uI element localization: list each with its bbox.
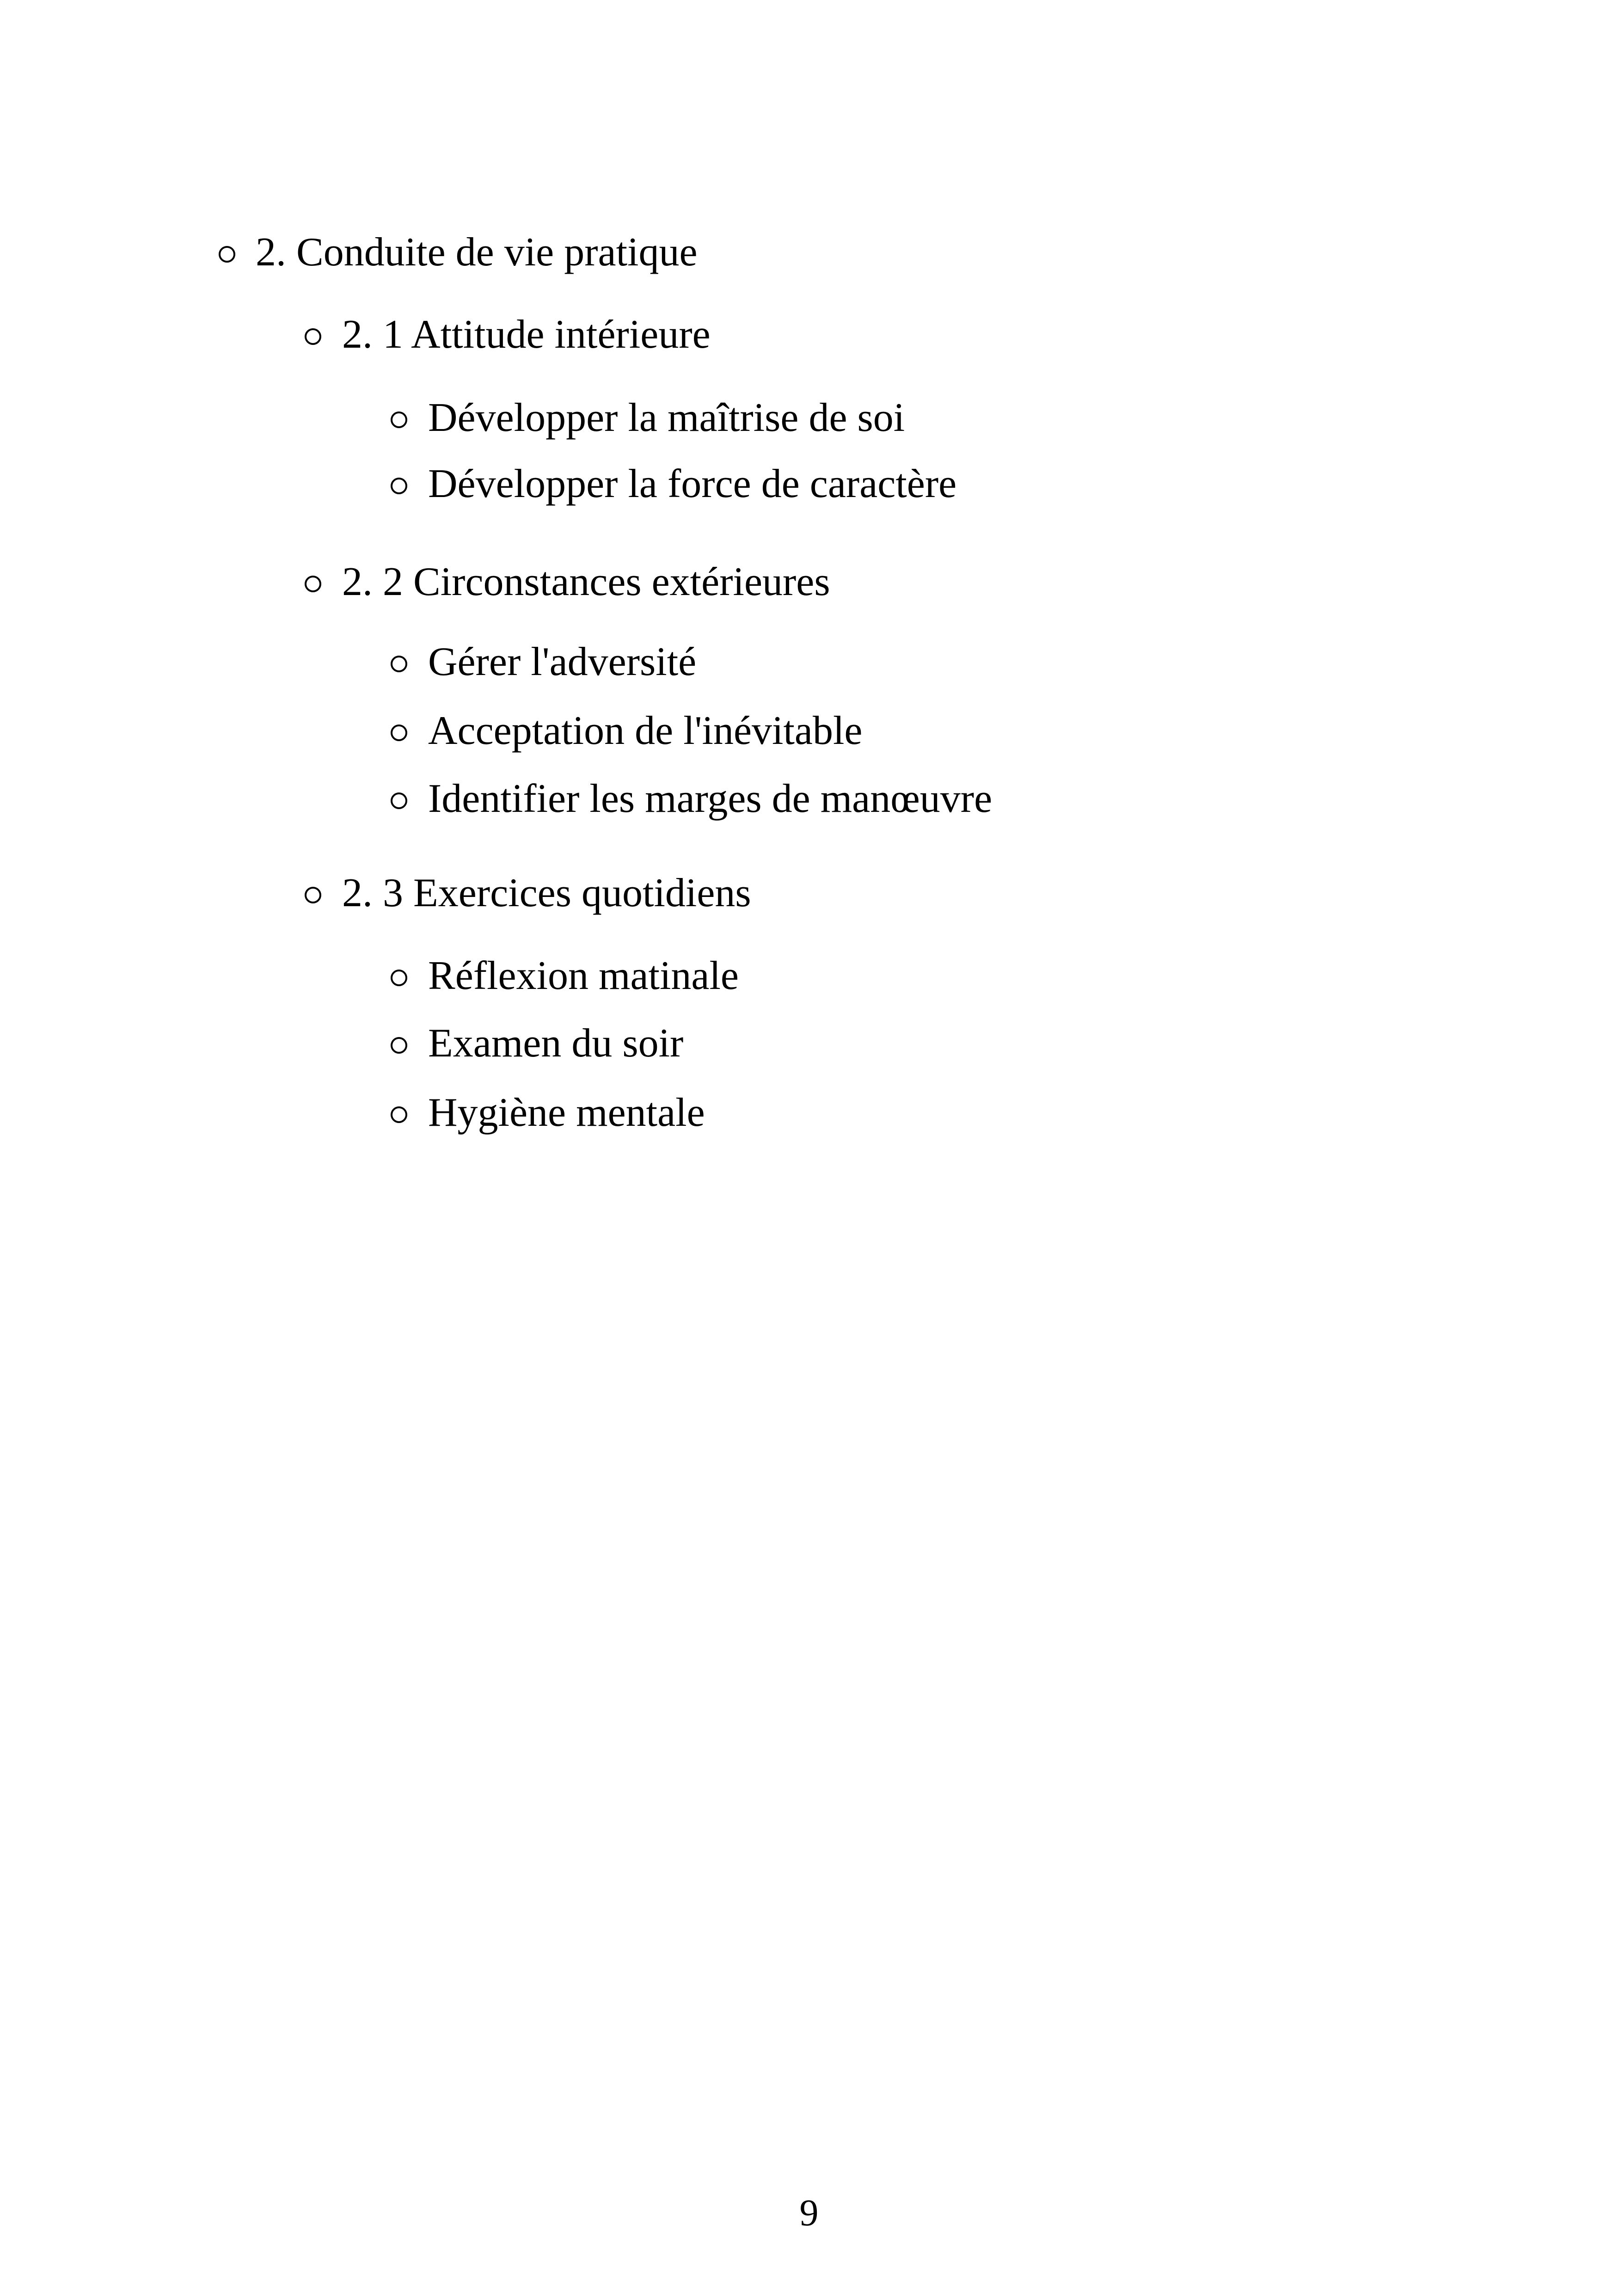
list-item: Développer la maîtrise de soi [428,395,905,440]
bullet-circle-icon [305,328,321,345]
bullet-circle-icon [305,576,321,592]
bullet-circle-icon [391,1037,407,1054]
bullet-circle-icon [391,792,407,809]
bullet-circle-icon [391,411,407,428]
list-item: Hygiène mentale [428,1090,705,1135]
subsection-heading: 2. 1 Attitude intérieure [342,312,711,357]
bullet-circle-icon [391,724,407,741]
subsection-heading: 2. 3 Exercices quotidiens [342,871,751,915]
bullet-circle-icon [391,1106,407,1123]
list-item: Examen du soir [428,1021,684,1066]
page-number: 9 [799,2192,819,2234]
bullet-circle-icon [391,656,407,672]
list-item: Gérer l'adversité [428,639,697,684]
list-item: Identifier les marges de manœuvre [428,776,993,821]
bullet-circle-icon [391,970,407,986]
list-item: Réflexion matinale [428,953,739,998]
bullet-circle-icon [219,246,235,263]
list-item: Acceptation de l'inévitable [428,708,863,753]
bullet-circle-icon [305,887,321,903]
bullet-circle-icon [391,478,407,494]
section-heading: 2. Conduite de vie pratique [256,230,698,275]
subsection-heading: 2. 2 Circonstances extérieures [342,559,830,604]
list-item: Développer la force de caractère [428,461,957,506]
